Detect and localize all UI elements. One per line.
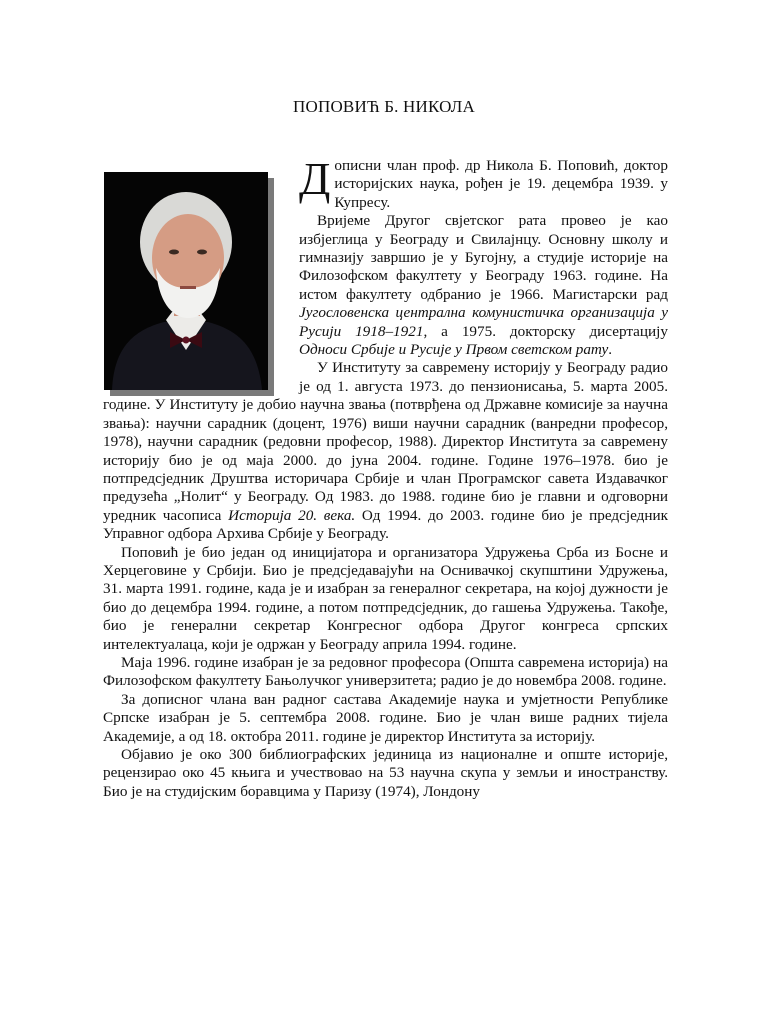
text-run: , а 1975. докторску дисертацију: [423, 322, 668, 340]
text-run: У Институту за савремену историју у Београду радио је од 1. августа 1973. до пензионисања, 5. марта 2005. године. У Институту је добио научна звања (потврђена од Државне комисије за научна звања): научни сарадник (доцент, 1976) виши научни сарадник (ванредни професор, 1978), научни сарадник (редовни професор, 1988). Директор Института за савремену историју био је од маја 2000. до јуна 2004. године. Године 1976–1978. био је потпредсједник Друштва историчара Србије и члан Програмског савета Издавачког предузећа „Нолит“ у Београду. Од 1983. до 1988. године био је главни и одговорни уредник часописа: [103, 359, 668, 524]
photo-spacer: [103, 157, 299, 393]
journal-title: Историја 20. века.: [228, 506, 356, 524]
text-run: Вријеме Другог свјетског рата провео је као избјеглица у Београду и Свилајнцу. Основну школу и гимназију завршио је у Бугојну, а студије историје на Филозофском факултету у Београду 1963. године. На истом факултету одбранио је 1966. Магистарски рад: [299, 212, 668, 303]
paragraph-intro-text: описни члан проф. др Никола Б. Поповић, доктор историјских наука, рођен је 19. децембра 1939. у Купресу.: [334, 157, 668, 211]
text-run: Од 1994. до 2003. године био је предсједник Управног одбора Архива Србије у Београду.: [103, 506, 668, 543]
page-title: ПОПОВИЋ Б. НИКОЛА: [293, 97, 475, 116]
master-thesis-title: Југословенска централна комунистичка организација у Русији 1918–1921: [299, 304, 668, 340]
paragraph-association: Поповић је био један од иницијатора и организатора Удружења Срба из Босне и Херцеговине у Србији. Био је предсједавајући на Оснивачкој скупштини Удружења, 31. марта 1991. године, када је и изабран за генералног секретара, на којој дужности је био до децембра 1994. године, а потом потпредсједник, до гашења Удружења. Такође, био је генерални секретар Конгресног одбора Другог конгреса српских интелектуалаца, који је одржан у Београду априла 1994. године.: [103, 543, 668, 653]
paragraph-academy: За дописног члана ван радног састава Академије наука и умјетности Републике Српске изабран је 5. септембра 2008. године. Био је члан више радних тијела Академије, а од 18. октобра 2011. године је директор Института за историју.: [103, 690, 668, 745]
paragraph-professor: Маја 1996. године изабран је за редовног професора (Општа савремена историја) на Филозофском факултету Бањолучког универзитета; радио је до новембра 2008. године.: [103, 653, 668, 690]
paragraph-publications: Објавио је око 300 библиографских јединица из националне и опште историје, рецензирао око 45 књига и учествовао на 53 научна скупа у земљи и иностранству. Био је на студијским боравцима у Паризу (1974), Лондону: [103, 746, 668, 800]
drop-cap: Д: [299, 153, 331, 204]
text-run: .: [608, 341, 613, 359]
biography-text: [103, 153, 668, 801]
doctoral-thesis-title: Односи Србије и Русије у Првом светском рату: [299, 341, 609, 359]
